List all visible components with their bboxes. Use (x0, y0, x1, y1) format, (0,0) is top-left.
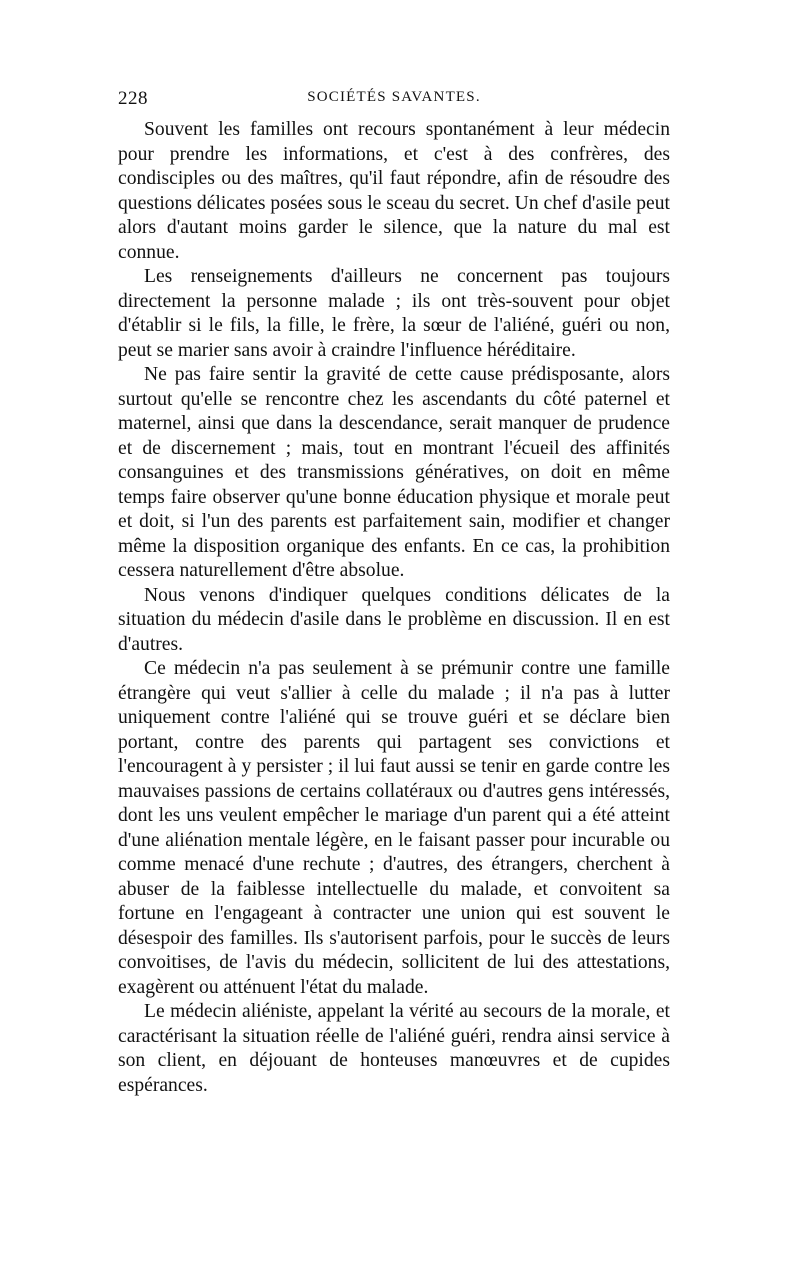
book-page (118, 88, 670, 1098)
paragraph-6: Le médecin aliéniste, appelant la vérité au secours de la morale, et caractérisant la situation réelle de l'aliéné guéri, rendra ainsi service à son client, en déjouant de honteuses manœuvres et de cupides espérances. (118, 1001, 670, 1096)
body-text (118, 118, 670, 1098)
paragraph-1: Souvent les familles ont recours spontanément à leur médecin pour prendre les informations, et c'est à des confrères, des condisciples ou des maîtres, qu'il faut répondre, afin de résoudre des questions délicates posées sous le sceau du secret. Un chef d'asile peut alors d'autant moins garder le silence, que la nature du mal est connue. (118, 119, 670, 263)
paragraph-2: Les renseignements d'ailleurs ne concernent pas toujours directement la personne malade ; ils ont très-souvent pour objet d'établir si le fils, la fille, le frère, la sœur de l'aliéné, guéri ou non, peut se marier sans avoir à craindre l'influence héréditaire. (118, 266, 670, 361)
paragraph-4: Nous venons d'indiquer quelques conditions délicates de la situation du médecin d'asile dans le problème en discussion. Il en est d'autres. (118, 584, 670, 655)
paragraph-5: Ce médecin n'a pas seulement à se prémunir contre une famille étrangère qui veut s'allier à celle du malade ; il n'a pas à lutter uniquement contre l'aliéné qui se trouve guéri et se déclare bien portant, contre des parents qui partagent ses convictions et l'encouragent à y persister ; il lui faut aussi se tenir en garde contre les mauvaises passions de certains collatéraux ou d'autres gens intéressés, dont les uns veulent empêcher le mariage d'un parent qui a été atteint d'une aliénation mentale légère, en le faisant passer pour incurable ou comme menacé d'une rechute ; d'autres, des étrangers, cherchent à abuser de la faiblesse intellectuelle du malade, et convoitent sa fortune en l'engageant à contracter une union qui est souvent le désespoir des familles. Ils s'autorisent parfois, pour le succès de leurs convoitises, de l'avis du médecin, sollicitent de lui des attestations, exagèrent ou atténuent l'état du malade. (118, 658, 670, 998)
page-number: 228 (118, 88, 148, 109)
running-title: SOCIÉTÉS SAVANTES. (307, 89, 481, 105)
page-header (118, 88, 670, 118)
paragraph-3: Ne pas faire sentir la gravité de cette cause prédisposante, alors surtout qu'elle se rencontre chez les ascendants du côté paternel et maternel, ainsi que dans la descendance, serait manquer de prudence et de discernement ; mais, tout en montrant l'écueil des affinités consanguines et des transmissions génératives, on doit en même temps faire observer qu'une bonne éducation physique et morale peut et doit, si l'un des parents est parfaitement sain, modifier et changer même la disposition organique des enfants. En ce cas, la prohibition cessera naturellement d'être absolue. (118, 364, 670, 581)
